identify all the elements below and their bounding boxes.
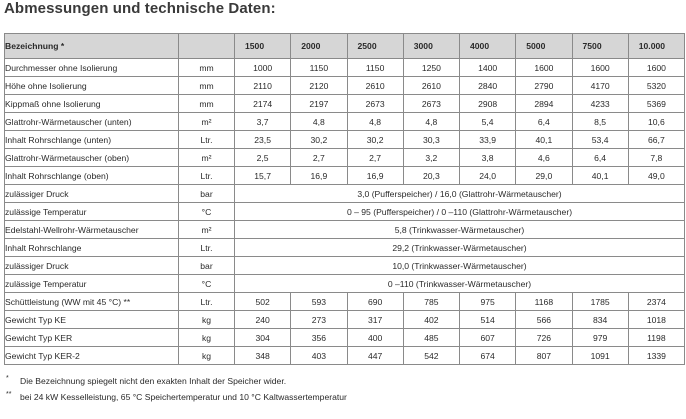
row-value: 1600 [516,59,572,77]
row-value: 502 [235,293,291,311]
row-value: 1600 [572,59,628,77]
row-value: 20,3 [403,167,459,185]
row-label: Gewicht Typ KER [5,329,179,347]
row-value: 2673 [403,95,459,113]
row-value: 690 [347,293,403,311]
row-value: 807 [516,347,572,365]
row-label: Durchmesser ohne Isolierung [5,59,179,77]
row-value: 514 [460,311,516,329]
row-value: 6,4 [572,149,628,167]
row-span-value: 10,0 (Trinkwasser-Wärmetauscher) [235,257,685,275]
footnote-text: bei 24 kW Kesselleistung, 65 °C Speichertemperatur und 10 °C Kaltwassertemperatur [20,392,347,402]
row-label: Gewicht Typ KE [5,311,179,329]
row-label: Inhalt Rohrschlange (unten) [5,131,179,149]
row-unit: kg [179,329,235,347]
row-value: 403 [291,347,347,365]
row-label: zulässiger Druck [5,257,179,275]
footnote-mark: * [6,375,9,382]
row-value: 30,2 [291,131,347,149]
row-value: 485 [403,329,459,347]
row-value: 566 [516,311,572,329]
row-value: 979 [572,329,628,347]
row-value: 2790 [516,77,572,95]
row-label: Inhalt Rohrschlange (oben) [5,167,179,185]
row-value: 4,8 [291,113,347,131]
header-size-cell: 2000 [291,34,347,59]
row-value: 607 [460,329,516,347]
row-value: 40,1 [516,131,572,149]
row-unit: kg [179,347,235,365]
table-row [5,95,685,113]
table-row [5,77,685,95]
row-value: 273 [291,311,347,329]
row-unit: m² [179,113,235,131]
header-size-cell: 10.000 [628,34,684,59]
header-size-cell: 1500 [235,34,291,59]
table-row [5,347,685,365]
row-value: 2610 [403,77,459,95]
row-label: Höhe ohne Isolierung [5,77,179,95]
row-value: 49,0 [628,167,684,185]
page-title: Abmessungen und technische Daten: [4,0,276,17]
row-value: 6,4 [516,113,572,131]
row-unit: m² [179,149,235,167]
row-unit: Ltr. [179,239,235,257]
row-value: 33,9 [460,131,516,149]
row-value: 317 [347,311,403,329]
row-value: 30,2 [347,131,403,149]
table-row [5,131,685,149]
row-value: 2120 [291,77,347,95]
table-row [5,185,685,203]
row-unit: Ltr. [179,167,235,185]
header-label: Bezeichnung * [5,34,179,59]
table-row [5,167,685,185]
row-value: 402 [403,311,459,329]
row-value: 3,2 [403,149,459,167]
row-label: zulässige Temperatur [5,203,179,221]
row-value: 4170 [572,77,628,95]
row-unit: m² [179,221,235,239]
row-value: 30,3 [403,131,459,149]
row-unit: Ltr. [179,293,235,311]
footnotes [6,373,347,405]
row-label: Glattrohr-Wärmetauscher (unten) [5,113,179,131]
row-value: 2,5 [235,149,291,167]
row-value: 542 [403,347,459,365]
table-row [5,59,685,77]
row-value: 1250 [403,59,459,77]
row-value: 1091 [572,347,628,365]
header-size-cell: 5000 [516,34,572,59]
row-value: 5320 [628,77,684,95]
row-value: 400 [347,329,403,347]
row-span-value: 3,0 (Pufferspeicher) / 16,0 (Glattrohr-Wärmetauscher) [235,185,685,203]
row-value: 1400 [460,59,516,77]
row-value: 40,1 [572,167,628,185]
row-value: 304 [235,329,291,347]
row-value: 726 [516,329,572,347]
row-value: 2197 [291,95,347,113]
row-value: 3,8 [460,149,516,167]
row-value: 4,8 [403,113,459,131]
row-value: 29,0 [516,167,572,185]
row-label: zulässiger Druck [5,185,179,203]
row-value: 2673 [347,95,403,113]
header-size-cell: 7500 [572,34,628,59]
row-value: 1600 [628,59,684,77]
table-row [5,311,685,329]
table-row [5,203,685,221]
row-value: 4,8 [347,113,403,131]
row-value: 4233 [572,95,628,113]
row-value: 5369 [628,95,684,113]
row-value: 10,6 [628,113,684,131]
row-unit: bar [179,185,235,203]
table-row [5,257,685,275]
table-row [5,275,685,293]
table-row [5,293,685,311]
row-value: 1000 [235,59,291,77]
row-value: 16,9 [291,167,347,185]
row-value: 7,8 [628,149,684,167]
header-size-cell: 4000 [460,34,516,59]
row-value: 1018 [628,311,684,329]
row-value: 1339 [628,347,684,365]
row-value: 66,7 [628,131,684,149]
row-label: Kippmaß ohne Isolierung [5,95,179,113]
row-value: 674 [460,347,516,365]
row-value: 834 [572,311,628,329]
row-value: 1198 [628,329,684,347]
row-value: 1168 [516,293,572,311]
spec-table [4,33,685,365]
row-unit: mm [179,59,235,77]
table-header-row [5,34,685,59]
header-size-cell: 2500 [347,34,403,59]
row-label: Schüttleistung (WW mit 45 °C) ** [5,293,179,311]
footnote [6,389,347,405]
table-row [5,239,685,257]
row-unit: Ltr. [179,131,235,149]
header-size-cell: 3000 [403,34,459,59]
row-value: 2610 [347,77,403,95]
row-span-value: 0 – 95 (Pufferspeicher) / 0 –110 (Glattrohr-Wärmetauscher) [235,203,685,221]
row-value: 2894 [516,95,572,113]
row-unit: °C [179,275,235,293]
row-unit: bar [179,257,235,275]
row-value: 2840 [460,77,516,95]
row-value: 2374 [628,293,684,311]
row-value: 4,6 [516,149,572,167]
row-unit: mm [179,77,235,95]
row-label: Inhalt Rohrschlange [5,239,179,257]
row-span-value: 29,2 (Trinkwasser-Wärmetauscher) [235,239,685,257]
row-value: 356 [291,329,347,347]
row-value: 1785 [572,293,628,311]
row-unit: °C [179,203,235,221]
table-row [5,149,685,167]
row-span-value: 0 –110 (Trinkwasser-Wärmetauscher) [235,275,685,293]
row-value: 1150 [291,59,347,77]
row-value: 53,4 [572,131,628,149]
row-label: Edelstahl-Wellrohr-Wärmetauscher [5,221,179,239]
row-value: 2,7 [291,149,347,167]
row-value: 5,4 [460,113,516,131]
footnote [6,373,347,389]
table-row [5,329,685,347]
row-label: Gewicht Typ KER-2 [5,347,179,365]
row-value: 785 [403,293,459,311]
row-unit: kg [179,311,235,329]
row-label: Glattrohr-Wärmetauscher (oben) [5,149,179,167]
footnote-mark: ** [6,391,12,398]
row-value: 23,5 [235,131,291,149]
row-label: zulässige Temperatur [5,275,179,293]
row-value: 3,7 [235,113,291,131]
row-value: 16,9 [347,167,403,185]
row-span-value: 5,8 (Trinkwasser-Wärmetauscher) [235,221,685,239]
row-value: 593 [291,293,347,311]
row-value: 2,7 [347,149,403,167]
row-value: 1150 [347,59,403,77]
row-unit: mm [179,95,235,113]
row-value: 447 [347,347,403,365]
header-unit-cell [179,34,235,59]
row-value: 2908 [460,95,516,113]
row-value: 2110 [235,77,291,95]
row-value: 2174 [235,95,291,113]
table-row [5,113,685,131]
row-value: 975 [460,293,516,311]
row-value: 348 [235,347,291,365]
row-value: 15,7 [235,167,291,185]
footnote-text: Die Bezeichnung spiegelt nicht den exakten Inhalt der Speicher wider. [20,376,287,386]
row-value: 240 [235,311,291,329]
row-value: 24,0 [460,167,516,185]
row-value: 8,5 [572,113,628,131]
table-row [5,221,685,239]
